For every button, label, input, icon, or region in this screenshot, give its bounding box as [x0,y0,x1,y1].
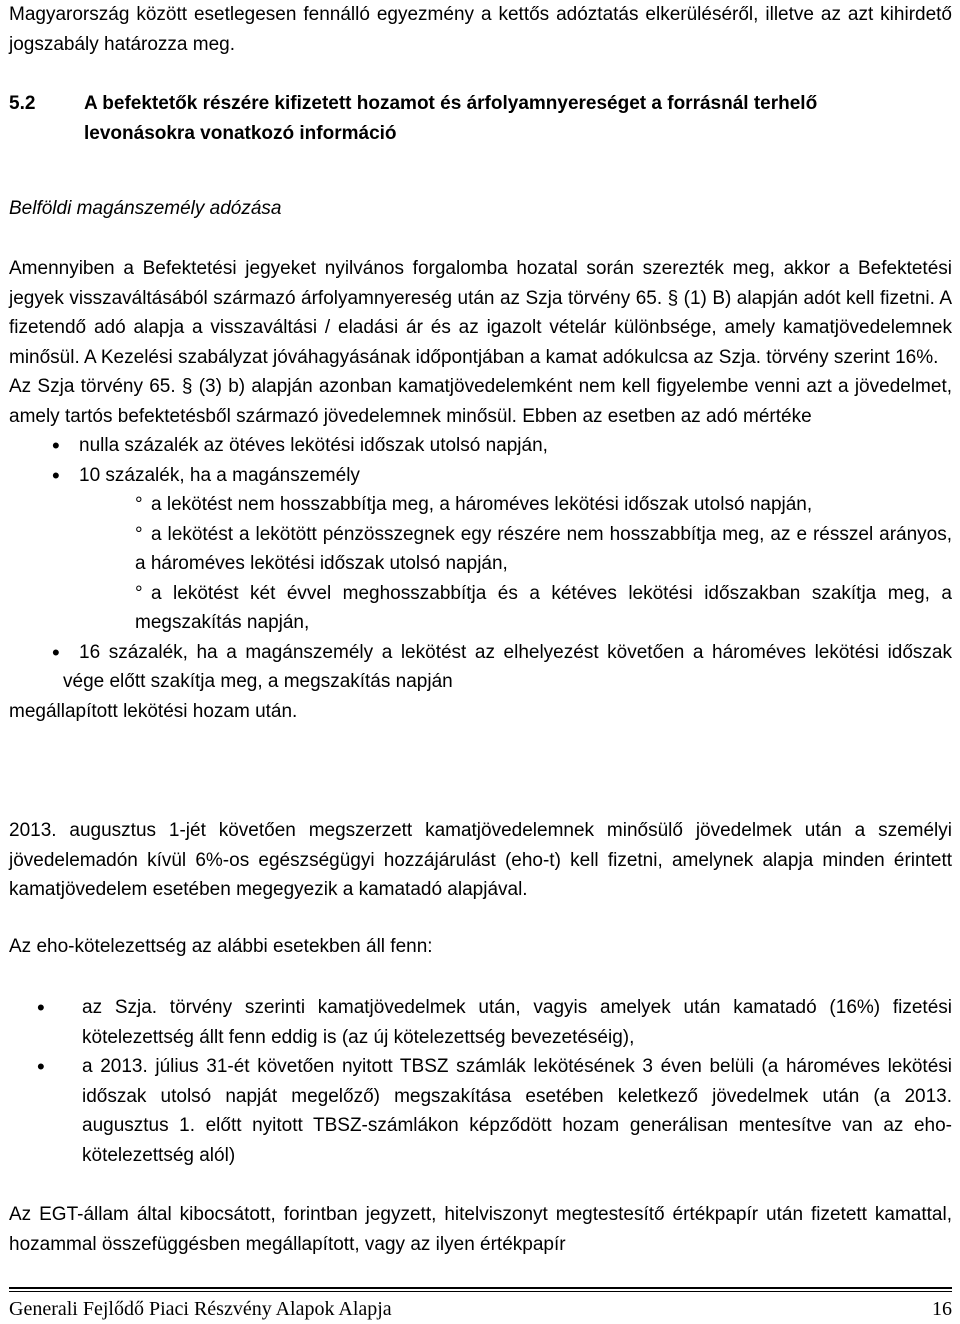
section-number: 5.2 [9,93,36,114]
footer-divider [9,1287,952,1289]
list-item: • nulla százalék az ötéves lekötési időszak utolsó napján, [9,431,952,461]
list-item-text: 10 százalék, ha a magánszemély [79,464,360,486]
footer-title: Generali Fejlődő Piaci Részvény Alapok Alapja [9,1298,392,1320]
rates-tail: megállapított lekötési hozam után. [9,700,298,722]
list-item: • 16 százalék, ha a magánszemély a lekötést az elhelyezést követően a hároméves lekötési időszak vége előtt szakítja meg, a megszakítás napján [9,638,952,697]
section-heading [9,89,817,148]
rate-list-continued [9,638,952,697]
rate-list [9,431,952,490]
section-title-line-2: levonásokra vonatkozó információ [84,122,397,144]
page-footer [9,1296,952,1322]
paragraph-long-term-investment: Az Szja törvény 65. § (3) b) alapján azonban kamatjövedelemként nem kell figyelembe venni azt a jövedelmet, amely tartós befektetésből származó jövedelemnek minősül. Ebben az esetben az adó mértéke [9,376,952,427]
intro-paragraph: Magyarország között esetlegesen fennálló egyezmény a kettős adóztatás elkerüléséről, illetve az azt kihirdető jogszabály határozza meg. [9,4,952,55]
paragraph-public-offering: Amennyiben a Befektetési jegyeket nyilvános forgalomba hozatal során szerezték meg, akkor a Befektetési jegyek visszaváltásából származó árfolyamnyereség után az Szja törvény 65. § (1) B) alapján adót kell fizetni. A fizetendő adó alapja a visszaváltási / eladási ár és az igazolt vételár különbsége, amely kamatjövedelemnek minősül. A Kezelési szabályzat jóváhagyásának időpontjában a kamat adókulcsa az Szja. törvény szerint 16%. [9,258,952,368]
paragraph-eho-cases: Az eho-kötelezettség az alábbi esetekben áll fenn: [9,936,433,957]
sub-list-item: ° a lekötést két évvel meghosszabbítja és a kétéves lekötési időszakban szakítja meg, a megszakítás napján, [9,579,952,638]
section-title-line-1: A befektetők részére kifizetett hozamot és árfolyamnyereséget a forrásnál terhelő [84,93,818,114]
subheading: Belföldi magánszemély adózása [9,198,282,219]
tax-rules-block [9,254,952,726]
eho-list [9,993,952,1170]
paragraph-egt: Az EGT-állam által kibocsátott, forintban jegyzett, hitelviszonyt megtestesítő értékpapír után fizetett kamattal, hozammal összefüggésben megállapított, vagy az ilyen értékpapír [9,1204,952,1255]
sub-rate-list [9,490,952,638]
list-item [9,461,952,491]
footer-divider-thin [9,1291,952,1292]
paragraph-eho: 2013. augusztus 1-jét követően megszerzett kamatjövedelemnek minősülő jövedelmek után a személyi jövedelemadón kívül 6%-os egészségügyi hozzájárulást (eho-t) kell fizetni, amelynek alapja minden érintett kamatjövedelem esetében megegyezik a kamatadó alapjával. [9,820,952,900]
list-item: • az Szja. törvény szerinti kamatjövedelmek után, vagyis amelyek után kamatadó (16%) fizetési kötelezettség állt fenn eddig is (az új kötelezettség bevezetéséig), [9,993,952,1052]
list-item: • a 2013. július 31-ét követően nyitott TBSZ számlák lekötésének 3 éven belüli (a hároméves lekötési időszak utolsó napját megelőző) megszakítása esetében keletkező jövedelmek után (a 2013. augusztus 1. előtt nyitott TBSZ-számlákon képződött hozam generálisan mentesítve van az eho-kötelezettség alól) [9,1052,952,1170]
page-number: 16 [932,1298,952,1320]
sub-list-item: ° a lekötést a lekötött pénzösszegnek egy részére nem hosszabbítja meg, az e résszel arányos, a hároméves lekötési időszak utolsó napján, [9,520,952,579]
sub-list-item: ° a lekötést nem hosszabbítja meg, a hároméves lekötési időszak utolsó napján, [9,490,952,520]
